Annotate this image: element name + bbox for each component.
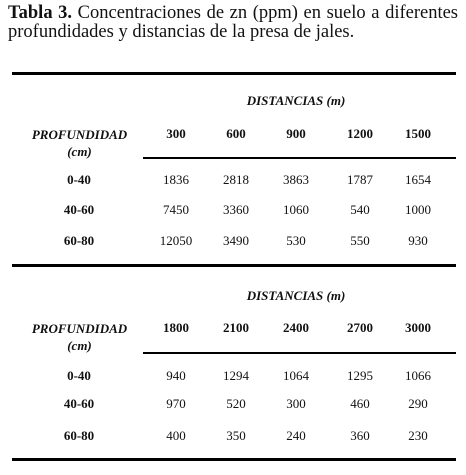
row-depth-label: 0-40 — [67, 172, 91, 187]
table-cell: 1066 — [405, 368, 431, 383]
depth-header-line1: PROFUNDIDAD — [31, 321, 128, 336]
row-depth-label: 40-60 — [63, 396, 95, 411]
distance-header: DISTANCIAS (m) — [246, 288, 346, 303]
table-cell: 240 — [286, 428, 306, 443]
table2-subheader-rule — [143, 352, 456, 354]
row-depth-label: 40-60 — [63, 202, 95, 217]
bottom-rule — [12, 458, 456, 461]
column-header: 2400 — [283, 320, 309, 335]
caption-label: Tabla 3. — [8, 3, 73, 23]
depth-header-line1: PROFUNDIDAD — [31, 127, 128, 142]
table-cell: 7450 — [163, 202, 189, 217]
row-depth-label: 60-80 — [63, 233, 95, 248]
table-cell: 940 — [166, 368, 186, 383]
table-cell: 460 — [350, 396, 370, 411]
distance-header: DISTANCIAS (m) — [246, 93, 346, 108]
caption-text: Concentraciones de zn (ppm) en suelo a diferentes profundidades y distancias de la presa de jales. — [8, 3, 459, 42]
table-cell: 350 — [226, 428, 246, 443]
table-cell: 3863 — [283, 172, 309, 187]
table-cell: 1654 — [405, 172, 431, 187]
table-cell: 520 — [226, 396, 246, 411]
table-cell: 3490 — [223, 233, 249, 248]
column-header: 1200 — [347, 126, 373, 141]
column-header: 600 — [226, 126, 246, 141]
table-cell: 1787 — [347, 172, 373, 187]
depth-header — [17, 320, 142, 354]
column-header: 2100 — [223, 320, 249, 335]
row-depth-label: 0-40 — [67, 368, 91, 383]
column-header: 900 — [286, 126, 306, 141]
column-header: 3000 — [405, 320, 431, 335]
depth-header-line2: (cm) — [67, 338, 92, 353]
table-cell: 300 — [286, 396, 306, 411]
table-cell: 3360 — [223, 202, 249, 217]
table-cell: 1295 — [347, 368, 373, 383]
table-cell: 550 — [350, 233, 370, 248]
table-cell: 1836 — [163, 172, 189, 187]
table-cell: 400 — [166, 428, 186, 443]
table-cell: 540 — [350, 202, 370, 217]
table-caption — [8, 4, 458, 42]
table-separator-rule — [12, 264, 456, 267]
column-header: 300 — [166, 126, 186, 141]
column-header: 2700 — [347, 320, 373, 335]
column-header: 1800 — [163, 320, 189, 335]
table-cell: 2818 — [223, 172, 249, 187]
table-cell: 1060 — [283, 202, 309, 217]
table-cell: 1294 — [223, 368, 249, 383]
table-cell: 530 — [286, 233, 306, 248]
table-cell: 12050 — [159, 233, 193, 248]
table1-subheader-rule — [143, 157, 456, 159]
table-cell: 970 — [166, 396, 186, 411]
column-header: 1500 — [405, 126, 431, 141]
depth-header — [17, 126, 142, 160]
table-cell: 1064 — [283, 368, 309, 383]
table-cell: 360 — [350, 428, 370, 443]
table-cell: 290 — [408, 396, 428, 411]
table-cell: 1000 — [405, 202, 431, 217]
depth-header-line2: (cm) — [67, 144, 92, 159]
table-cell: 230 — [408, 428, 428, 443]
row-depth-label: 60-80 — [63, 428, 95, 443]
top-rule — [12, 72, 456, 75]
table-cell: 930 — [408, 233, 428, 248]
